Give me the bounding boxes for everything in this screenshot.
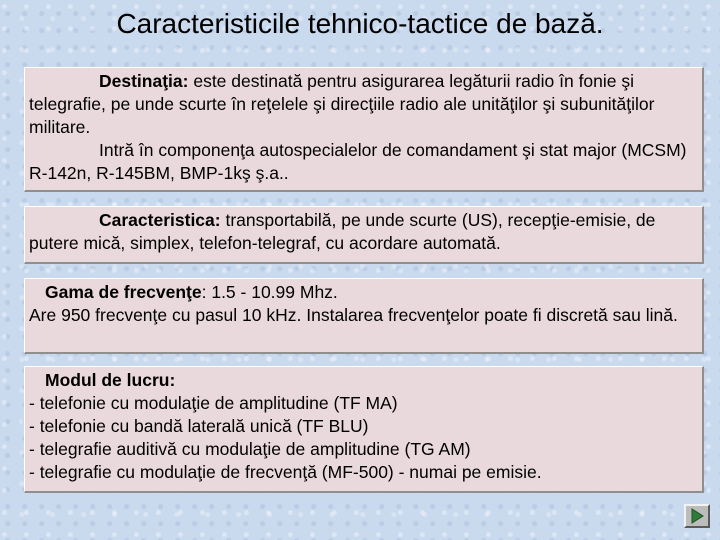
characteristic-label: Caracteristica:	[99, 210, 221, 230]
characteristic-paragraph	[29, 209, 698, 255]
work-mode-item: - telefonie cu bandă laterală unică (TF BLU)	[29, 416, 369, 436]
next-slide-button[interactable]	[684, 504, 710, 528]
work-mode-item: - telegrafie auditivă cu modulaţie de amplitudine (TG AM)	[29, 439, 471, 459]
work-mode-label: Modul de lucru:	[45, 370, 176, 390]
destination-composition-text: Intră în componenţa autospecialelor de comandament şi stat major (MCSM) R-142n, R-145BM, BMP-1kş ş.a..	[29, 140, 687, 183]
play-next-icon	[686, 506, 708, 526]
work-mode-item: - telefonie cu modulaţie de amplitudine (TF MA)	[29, 393, 398, 413]
destination-box	[24, 67, 704, 192]
frequency-range-text: : 1.5 - 10.99 Mhz.	[201, 282, 338, 302]
destination-label: Destinaţia:	[99, 71, 189, 91]
frequency-range-paragraph	[29, 281, 698, 304]
frequency-details-text: Are 950 frecvenţe cu pasul 10 kHz. Instalarea frecvenţelor poate fi discretă sau lină.	[29, 305, 678, 325]
frequency-range-box	[24, 278, 704, 354]
destination-paragraph	[29, 70, 698, 139]
work-mode-box	[24, 366, 704, 493]
characteristic-text: transportabilă, pe unde scurte (US), recepţie-emisie, de putere mică, simplex, telefon-telegraf, cu acordare automată.	[29, 210, 656, 253]
frequency-range-label: Gama de frecvenţe	[45, 282, 202, 302]
characteristic-box	[24, 206, 704, 264]
work-mode-item: - telegrafie cu modulaţie de frecvenţă (MF-500) - numai pe emisie.	[29, 462, 542, 482]
destination-text: este destinată pentru asigurarea legăturii radio în fonie şi telegrafie, pe unde scurte în reţelele şi direcţiile radio ale unităţilor şi subunităţilor militare.	[29, 71, 655, 137]
slide-title: Caracteristicile tehnico-tactice de bază.	[116, 8, 604, 39]
